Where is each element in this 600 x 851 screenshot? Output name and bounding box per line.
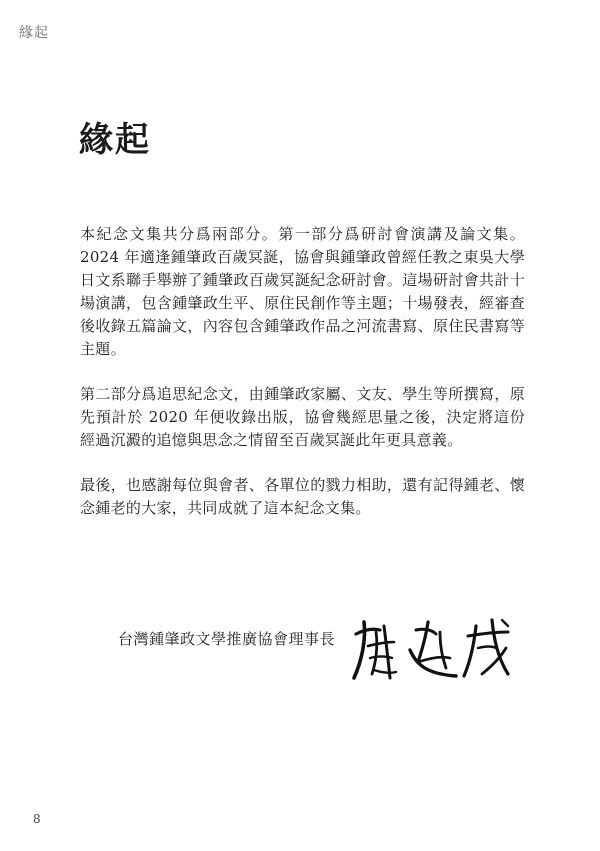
paragraph-3: 最後，也感謝每位與會者、各單位的戮力相助，還有記得鍾老、懷念鍾老的大家，共同成就了這本紀念文集。 [80, 476, 525, 517]
signer-title: 台灣鍾肇政文學推廣協會理事長 [118, 630, 336, 648]
signature-block [118, 618, 538, 698]
body-text [80, 223, 525, 542]
page-number: 8 [33, 812, 41, 826]
paragraph-2: 第二部分爲追思紀念文，由鍾肇政家屬、文友、學生等所撰寫，原先預計於 2020 年便收錄出版，協會幾經思量之後，決定將這份經過沉澱的追憶與思念之情留至百歲冥誕此年更具意義。 [80, 385, 525, 449]
running-header: 緣起 [19, 25, 49, 41]
page-title: 緣起 [79, 120, 151, 160]
handwritten-signature [346, 612, 516, 688]
paragraph-1: 本紀念文集共分爲兩部分。第一部分爲研討會演講及論文集。2024 年適逢鍾肇政百歲冥誕，協會與鍾肇政曾經任教之東吳大學日文系聯手舉辦了鍾肇政百歲冥誕紀念研討會。這場研討會共計十場演講，包含鍾肇政生平、原住民創作等主題；十場發表，經審查後收錄五篇論文，內容包含鍾肇政作品之河流書寫、原住民書寫等主題。 [80, 225, 525, 358]
